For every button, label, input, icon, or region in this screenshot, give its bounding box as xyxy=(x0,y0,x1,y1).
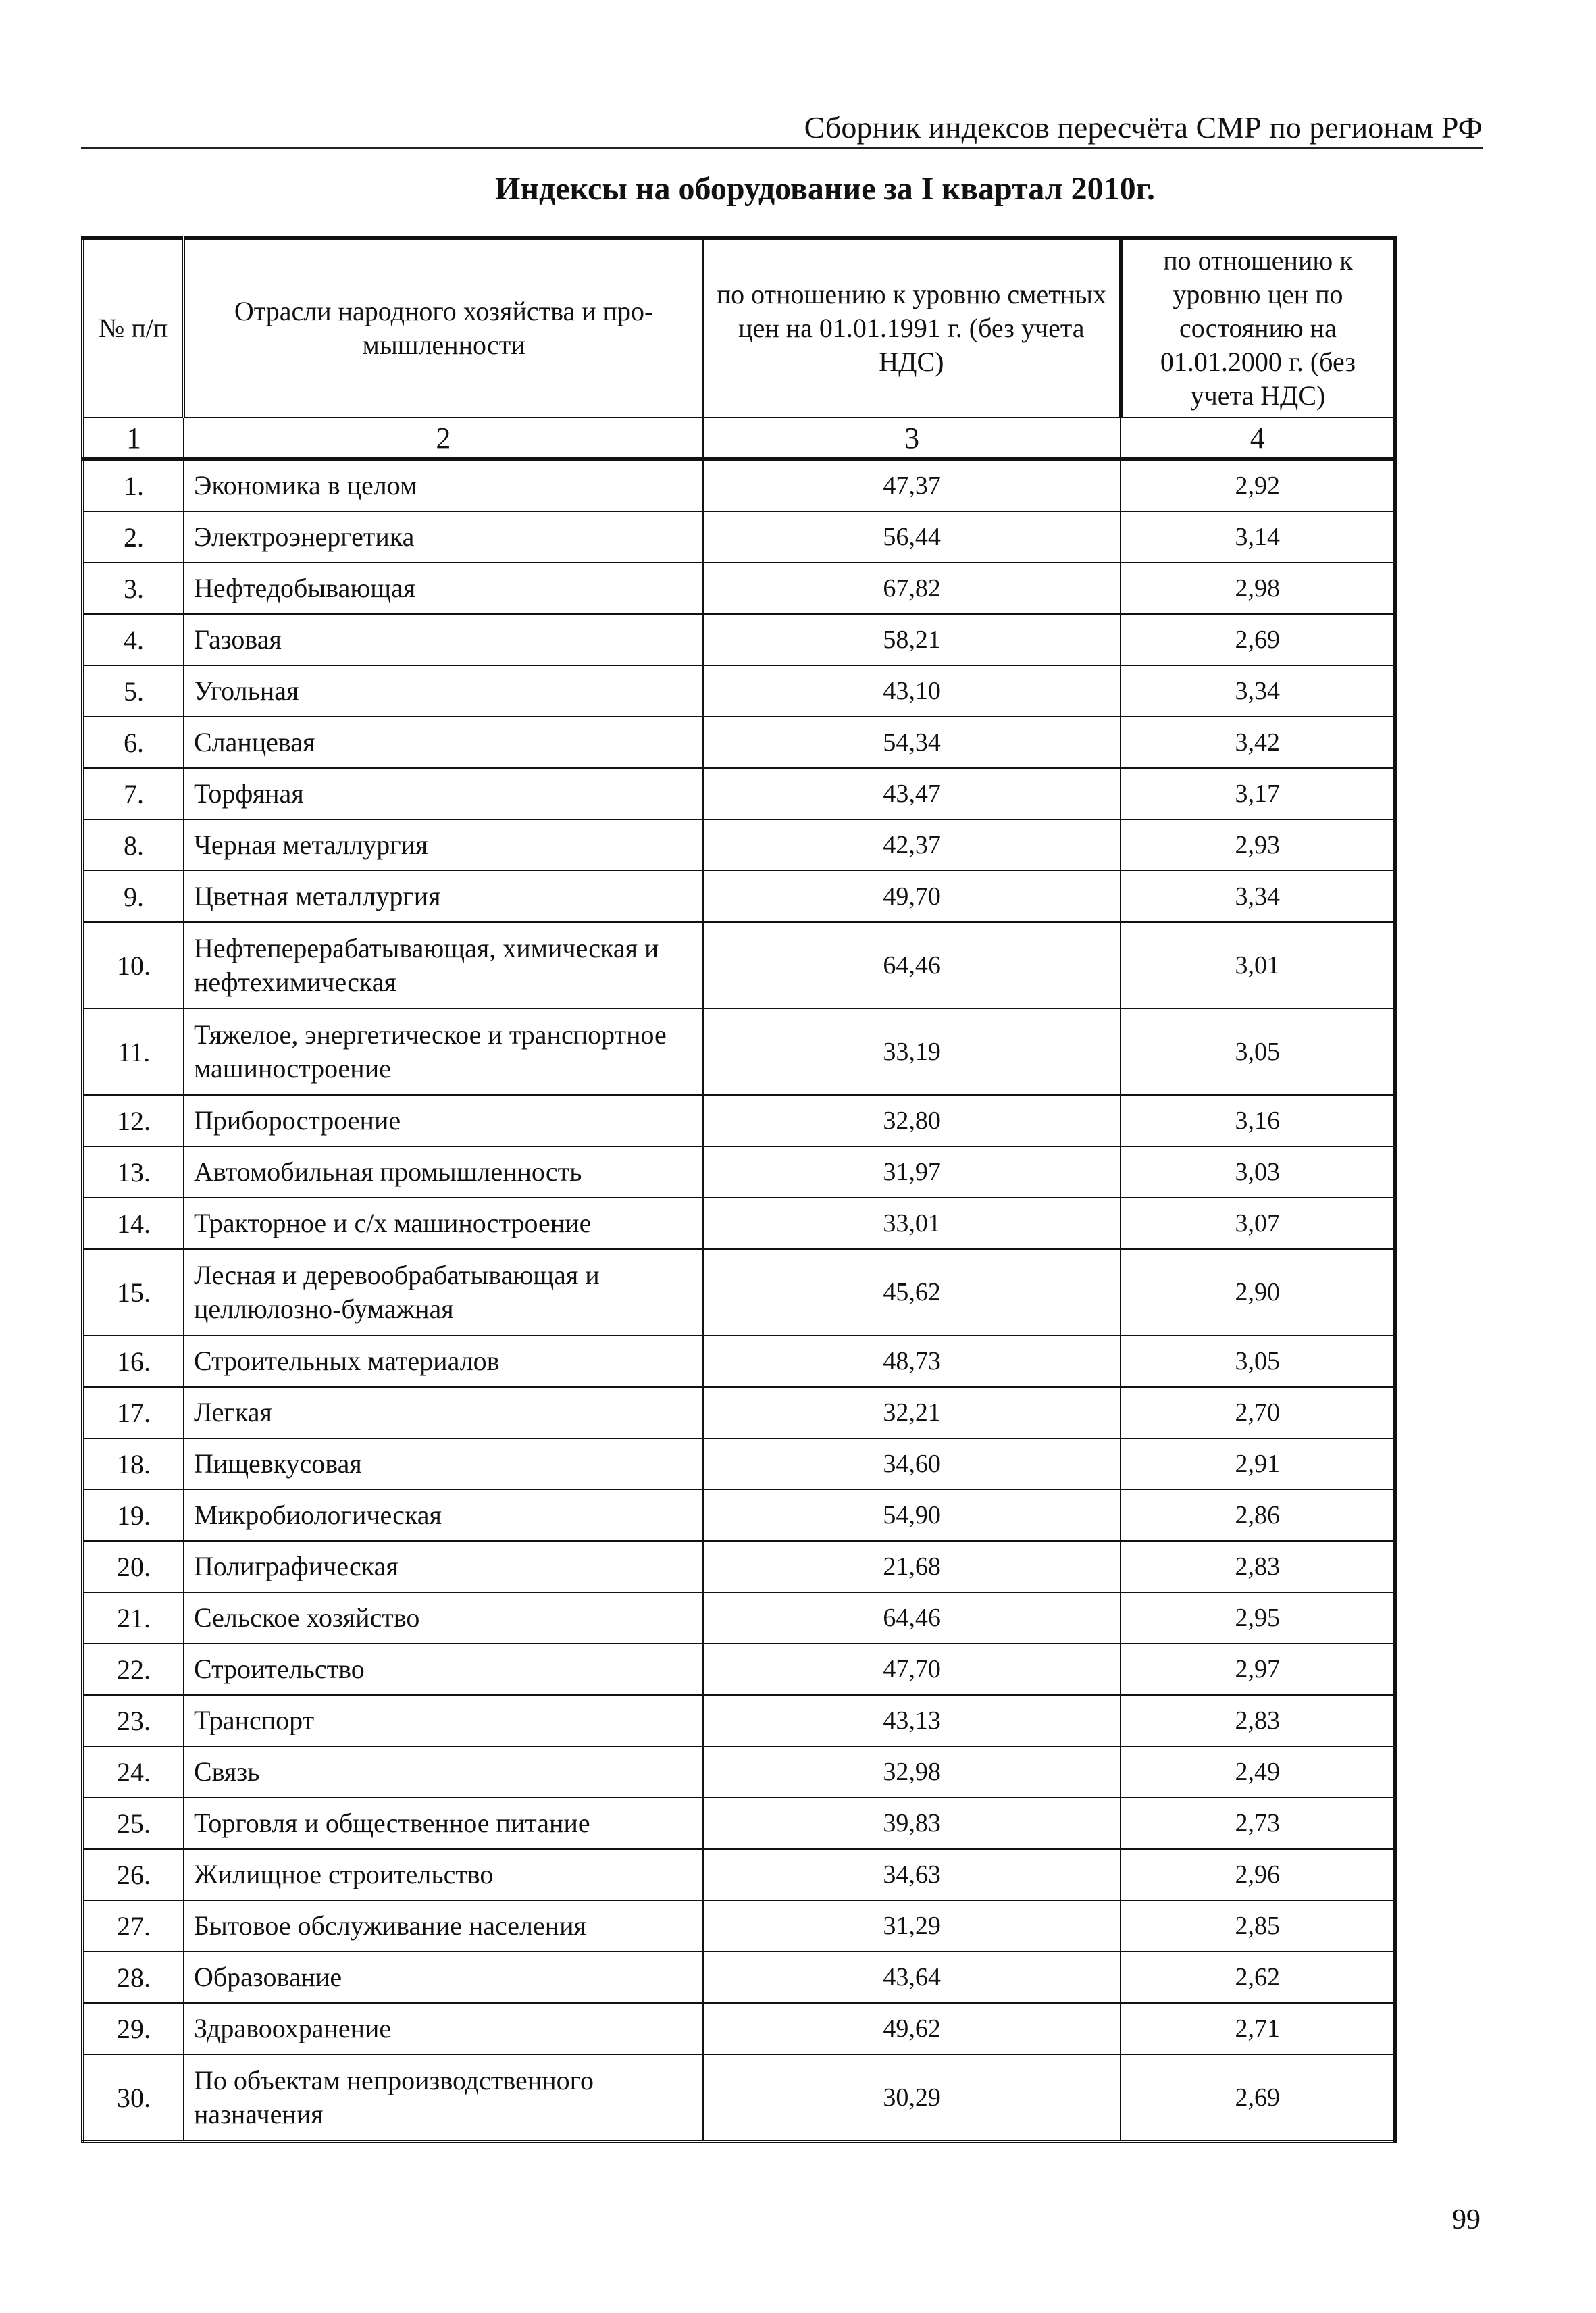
index-1991: 33,01 xyxy=(703,1198,1121,1249)
table-row xyxy=(83,2003,1395,2054)
index-2000: 3,03 xyxy=(1121,1146,1395,1198)
row-number: 4. xyxy=(83,614,184,665)
industry-name: Полиграфическая xyxy=(184,1541,703,1592)
industry-name: Микробиологическая xyxy=(184,1490,703,1541)
index-1991: 34,63 xyxy=(703,1849,1121,1900)
index-2000: 3,07 xyxy=(1121,1198,1395,1249)
table-row xyxy=(83,2054,1395,2142)
row-number: 1. xyxy=(83,459,184,512)
table-row xyxy=(83,1746,1395,1798)
index-2000: 2,69 xyxy=(1121,2054,1395,2142)
row-number: 14. xyxy=(83,1198,184,1249)
industry-name: Здравоохранение xyxy=(184,2003,703,2054)
row-number: 26. xyxy=(83,1849,184,1900)
index-1991: 49,62 xyxy=(703,2003,1121,2054)
row-number: 15. xyxy=(83,1249,184,1336)
index-2000: 2,70 xyxy=(1121,1387,1395,1438)
table-row xyxy=(83,1900,1395,1952)
column-header-industry: Отрасли народного хозяйства и про-мышленности xyxy=(184,238,703,418)
index-1991: 47,37 xyxy=(703,459,1121,512)
index-2000: 2,49 xyxy=(1121,1746,1395,1798)
row-number: 10. xyxy=(83,922,184,1009)
row-number: 28. xyxy=(83,1952,184,2003)
industry-name: Жилищное строительство xyxy=(184,1849,703,1900)
index-2000: 2,91 xyxy=(1121,1438,1395,1490)
table-row xyxy=(83,614,1395,665)
index-1991: 32,21 xyxy=(703,1387,1121,1438)
industry-name: Торфяная xyxy=(184,768,703,819)
table-row xyxy=(83,1952,1395,2003)
row-number: 8. xyxy=(83,819,184,871)
table-row xyxy=(83,768,1395,819)
index-1991: 31,97 xyxy=(703,1146,1121,1198)
row-number: 13. xyxy=(83,1146,184,1198)
index-2000: 2,92 xyxy=(1121,459,1395,512)
row-number: 5. xyxy=(83,665,184,717)
index-2000: 2,96 xyxy=(1121,1849,1395,1900)
table-row xyxy=(83,1644,1395,1695)
table-row xyxy=(83,459,1395,512)
industry-name: Экономика в целом xyxy=(184,459,703,512)
table-row xyxy=(83,511,1395,563)
index-1991: 31,29 xyxy=(703,1900,1121,1952)
index-1991: 39,83 xyxy=(703,1798,1121,1849)
table-row xyxy=(83,1009,1395,1095)
industry-name: Тракторное и с/х машиностроение xyxy=(184,1198,703,1249)
row-number: 3. xyxy=(83,563,184,614)
index-2000: 2,93 xyxy=(1121,819,1395,871)
index-2000: 2,90 xyxy=(1121,1249,1395,1336)
index-2000: 3,34 xyxy=(1121,665,1395,717)
index-2000: 2,62 xyxy=(1121,1952,1395,2003)
index-2000: 2,73 xyxy=(1121,1798,1395,1849)
index-2000: 2,95 xyxy=(1121,1592,1395,1644)
table-row xyxy=(83,1490,1395,1541)
page-title: Индексы на оборудование за I квартал 2010г. xyxy=(494,171,1155,207)
index-2000: 2,69 xyxy=(1121,614,1395,665)
index-1991: 21,68 xyxy=(703,1541,1121,1592)
table-row xyxy=(83,1095,1395,1146)
industry-name: По объектам непроизводственного назначения xyxy=(184,2054,703,2142)
row-number: 24. xyxy=(83,1746,184,1798)
industry-name: Бытовое обслуживание населения xyxy=(184,1900,703,1952)
index-2000: 2,98 xyxy=(1121,563,1395,614)
table-row xyxy=(83,922,1395,1009)
table-row xyxy=(83,1387,1395,1438)
equipment-index-table xyxy=(81,236,1397,2143)
row-number: 11. xyxy=(83,1009,184,1095)
table-row xyxy=(83,1438,1395,1490)
row-number: 21. xyxy=(83,1592,184,1644)
industry-name: Нефтедобывающая xyxy=(184,563,703,614)
index-1991: 32,80 xyxy=(703,1095,1121,1146)
industry-name: Тяжелое, энергетическое и транспортное машиностроение xyxy=(184,1009,703,1095)
index-1991: 56,44 xyxy=(703,511,1121,563)
industry-name: Связь xyxy=(184,1746,703,1798)
index-1991: 48,73 xyxy=(703,1336,1121,1387)
row-number: 7. xyxy=(83,768,184,819)
row-number: 6. xyxy=(83,717,184,768)
table-row xyxy=(83,563,1395,614)
industry-name: Лесная и деревообрабатывающая и целлюлозно-бумажная xyxy=(184,1249,703,1336)
row-number: 16. xyxy=(83,1336,184,1387)
column-number: 2 xyxy=(184,417,703,459)
index-1991: 34,60 xyxy=(703,1438,1121,1490)
table-row xyxy=(83,1798,1395,1849)
index-1991: 32,98 xyxy=(703,1746,1121,1798)
row-number: 17. xyxy=(83,1387,184,1438)
table-row xyxy=(83,1336,1395,1387)
row-number: 9. xyxy=(83,871,184,922)
index-1991: 64,46 xyxy=(703,1592,1121,1644)
industry-name: Черная металлургия xyxy=(184,819,703,871)
column-header-index-2000: по отношению к уровню цен по состоянию на 01.01.2000 г. (без учета НДС) xyxy=(1121,238,1395,418)
row-number: 27. xyxy=(83,1900,184,1952)
index-2000: 2,71 xyxy=(1121,2003,1395,2054)
row-number: 19. xyxy=(83,1490,184,1541)
index-2000: 3,14 xyxy=(1121,511,1395,563)
table-row xyxy=(83,1695,1395,1746)
table-body xyxy=(83,459,1395,2142)
row-number: 22. xyxy=(83,1644,184,1695)
table-row xyxy=(83,717,1395,768)
index-1991: 43,47 xyxy=(703,768,1121,819)
index-1991: 43,10 xyxy=(703,665,1121,717)
table-row xyxy=(83,1541,1395,1592)
industry-name: Газовая xyxy=(184,614,703,665)
row-number: 2. xyxy=(83,511,184,563)
index-1991: 54,34 xyxy=(703,717,1121,768)
index-1991: 30,29 xyxy=(703,2054,1121,2142)
row-number: 23. xyxy=(83,1695,184,1746)
running-header: Сборник индексов пересчёта СМР по регионам РФ xyxy=(804,110,1483,145)
index-1991: 67,82 xyxy=(703,563,1121,614)
table-row xyxy=(83,665,1395,717)
index-1991: 58,21 xyxy=(703,614,1121,665)
industry-name: Автомобильная промышленность xyxy=(184,1146,703,1198)
column-header-index-1991: по отношению к уровню сметных цен на 01.01.1991 г. (без учета НДС) xyxy=(703,238,1121,418)
index-1991: 42,37 xyxy=(703,819,1121,871)
index-2000: 3,16 xyxy=(1121,1095,1395,1146)
row-number: 20. xyxy=(83,1541,184,1592)
index-1991: 45,62 xyxy=(703,1249,1121,1336)
index-1991: 64,46 xyxy=(703,922,1121,1009)
row-number: 29. xyxy=(83,2003,184,2054)
industry-name: Строительных материалов xyxy=(184,1336,703,1387)
industry-name: Угольная xyxy=(184,665,703,717)
index-2000: 2,86 xyxy=(1121,1490,1395,1541)
industry-name: Пищевкусовая xyxy=(184,1438,703,1490)
row-number: 25. xyxy=(83,1798,184,1849)
index-1991: 47,70 xyxy=(703,1644,1121,1695)
industry-name: Приборостроение xyxy=(184,1095,703,1146)
index-2000: 2,83 xyxy=(1121,1695,1395,1746)
index-2000: 3,01 xyxy=(1121,922,1395,1009)
industry-name: Легкая xyxy=(184,1387,703,1438)
header-rule xyxy=(81,147,1483,149)
industry-name: Сельское хозяйство xyxy=(184,1592,703,1644)
table-row xyxy=(83,1198,1395,1249)
index-2000: 3,42 xyxy=(1121,717,1395,768)
row-number: 18. xyxy=(83,1438,184,1490)
column-number: 1 xyxy=(83,417,184,459)
index-2000: 2,83 xyxy=(1121,1541,1395,1592)
table-row xyxy=(83,819,1395,871)
index-1991: 33,19 xyxy=(703,1009,1121,1095)
row-number: 30. xyxy=(83,2054,184,2142)
row-number: 12. xyxy=(83,1095,184,1146)
industry-name: Торговля и общественное питание xyxy=(184,1798,703,1849)
index-2000: 3,17 xyxy=(1121,768,1395,819)
column-number: 3 xyxy=(703,417,1121,459)
column-header-number: № п/п xyxy=(83,238,184,418)
table-row xyxy=(83,1849,1395,1900)
industry-name: Транспорт xyxy=(184,1695,703,1746)
index-2000: 2,97 xyxy=(1121,1644,1395,1695)
index-1991: 43,13 xyxy=(703,1695,1121,1746)
index-2000: 2,85 xyxy=(1121,1900,1395,1952)
column-number: 4 xyxy=(1121,417,1395,459)
index-1991: 49,70 xyxy=(703,871,1121,922)
index-2000: 3,05 xyxy=(1121,1336,1395,1387)
industry-name: Сланцевая xyxy=(184,717,703,768)
table-row xyxy=(83,871,1395,922)
index-1991: 43,64 xyxy=(703,1952,1121,2003)
column-number-row xyxy=(83,417,1395,459)
industry-name: Цветная металлургия xyxy=(184,871,703,922)
table-row xyxy=(83,1146,1395,1198)
index-2000: 3,05 xyxy=(1121,1009,1395,1095)
table-row xyxy=(83,1592,1395,1644)
industry-name: Нефтеперерабатывающая, химическая и нефтехимическая xyxy=(184,922,703,1009)
index-1991: 54,90 xyxy=(703,1490,1121,1541)
industry-name: Строительство xyxy=(184,1644,703,1695)
table-row xyxy=(83,1249,1395,1336)
page-number: 99 xyxy=(1452,2204,1481,2235)
index-2000: 3,34 xyxy=(1121,871,1395,922)
industry-name: Образование xyxy=(184,1952,703,2003)
industry-name: Электроэнергетика xyxy=(184,511,703,563)
table-header-row xyxy=(83,238,1395,418)
